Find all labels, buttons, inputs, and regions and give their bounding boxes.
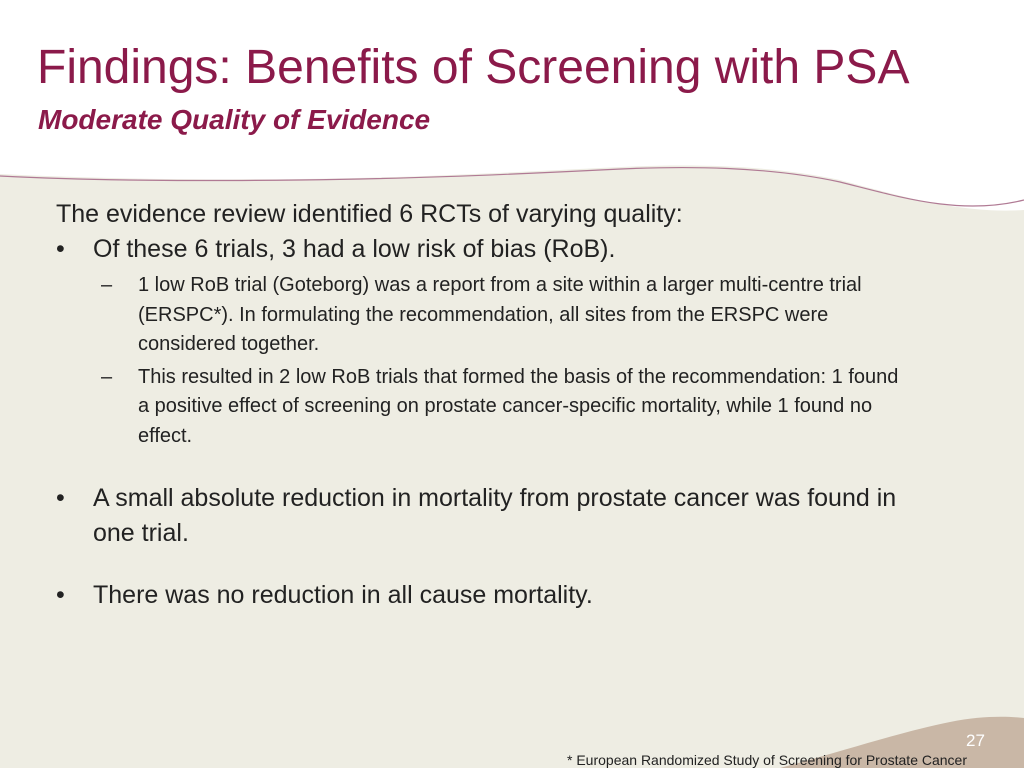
bullet-text: A small absolute reduction in mortality from prostate cancer was found in one trial. [93, 484, 897, 547]
bullet-item [56, 232, 956, 267]
sub-bullet-item [56, 363, 908, 452]
sub-bullet-item [56, 271, 908, 360]
sub-bullet-text: This resulted in 2 low RoB trials that formed the basis of the recommendation: 1 found a positive effect of screening on prostate cancer-specific mortality, while 1 found no effect. [138, 365, 899, 447]
intro-text: The evidence review identified 6 RCTs of varying quality: [56, 200, 683, 228]
slide-body [56, 197, 956, 613]
bullet-text: Of these 6 trials, 3 had a low risk of bias (RoB). [93, 235, 616, 263]
dash-mark: – [101, 365, 113, 388]
bullet-mark: • [56, 484, 65, 512]
bullet-mark: • [56, 581, 65, 609]
footnote: * European Randomized Study of Screening for Prostate Cancer [567, 752, 968, 768]
dash-mark: – [101, 274, 113, 296]
bullet-mark: • [56, 235, 65, 263]
page-number: 27 [966, 731, 985, 750]
bullet-item [56, 481, 903, 551]
page-subtitle: Moderate Quality of Evidence [38, 104, 431, 135]
bullet-text: There was no reduction in all cause mortality. [93, 581, 593, 609]
bullet-item [56, 578, 956, 613]
page-title: Findings: Benefits of Screening with PSA [37, 41, 910, 94]
sub-bullet-text: 1 low RoB trial (Goteborg) was a report from a site within a larger multi-centre trial (ERSPC*). In formulating the recommendation, all sites from the ERSPC were considered together. [138, 274, 862, 355]
